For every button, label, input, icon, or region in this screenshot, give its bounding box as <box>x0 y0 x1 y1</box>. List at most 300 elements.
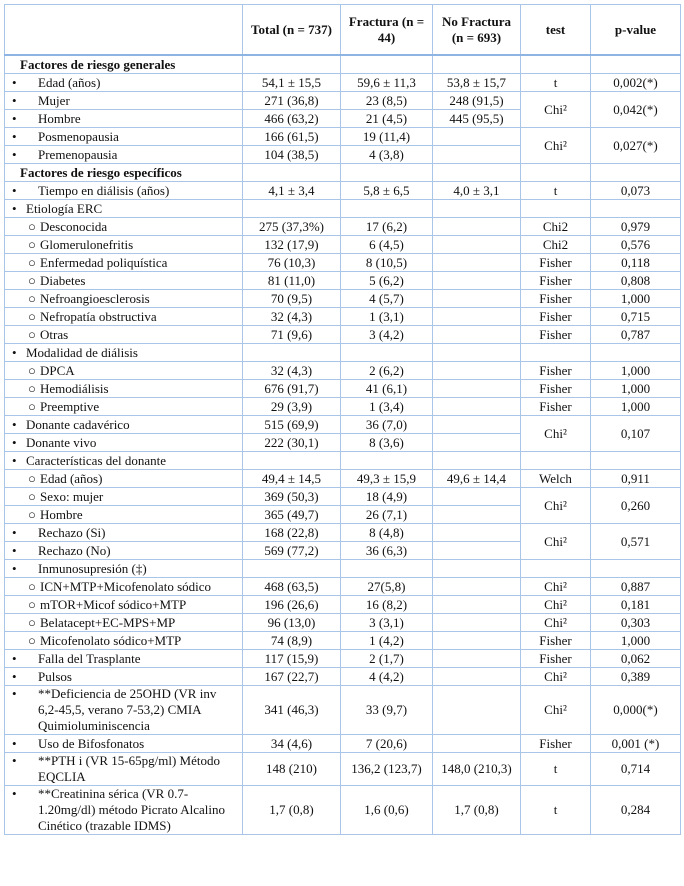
row-label <box>8 273 239 289</box>
cell-total: 4,1 ± 3,4 <box>243 182 341 200</box>
circle-bullet-icon: ○ <box>28 596 36 612</box>
circle-bullet-icon: ○ <box>28 362 36 378</box>
cell-fractura: 4 (4,2) <box>341 668 433 686</box>
header-no-fractura: No Fractura (n = 693) <box>433 5 521 56</box>
cell-total: 96 (13,0) <box>243 614 341 632</box>
cell-total: 32 (4,3) <box>243 362 341 380</box>
row-label <box>8 417 239 433</box>
row-label-text: Inmunosupresión (‡) <box>38 560 147 576</box>
cell-no-fractura <box>433 362 521 380</box>
cell-fractura: 16 (8,2) <box>341 596 433 614</box>
table-row <box>5 344 681 362</box>
cell-p: 0,303 <box>591 614 681 632</box>
header-total: Total (n = 737) <box>243 5 341 56</box>
cell-fractura: 8 (3,6) <box>341 434 433 452</box>
cell-total: 275 (37,3%) <box>243 218 341 236</box>
table-row <box>5 686 681 735</box>
cell-total: 168 (22,8) <box>243 524 341 542</box>
row-label-text: Factores de riesgo específicos <box>20 164 182 180</box>
cell-no-fractura: 148,0 (210,3) <box>433 753 521 786</box>
row-label-text: Posmenopausia <box>38 128 119 144</box>
cell-fractura: 136,2 (123,7) <box>341 753 433 786</box>
header-test: test <box>521 5 591 56</box>
row-label-text: Modalidad de diálisis <box>26 344 138 360</box>
cell-no-fractura <box>433 236 521 254</box>
row-label-text: Nefropatía obstructiva <box>40 308 157 324</box>
row-label-cell <box>5 146 243 164</box>
cell-total: 341 (46,3) <box>243 686 341 735</box>
row-label-cell <box>5 596 243 614</box>
cell-no-fractura: 53,8 ± 15,7 <box>433 74 521 92</box>
cell-test: Chi² <box>521 668 591 686</box>
row-label-text: ICN+MTP+Micofenolato sódico <box>40 578 212 594</box>
cell-total: 468 (63,5) <box>243 578 341 596</box>
header-fractura: Fractura (n = 44) <box>341 5 433 56</box>
cell-fractura: 7 (20,6) <box>341 735 433 753</box>
cell-p: 0,571 <box>591 524 681 560</box>
cell-no-fractura <box>433 164 521 182</box>
cell-fractura: 49,3 ± 15,9 <box>341 470 433 488</box>
row-label <box>8 183 239 199</box>
cell-no-fractura <box>433 578 521 596</box>
cell-p: 0,002(*) <box>591 74 681 92</box>
cell-p: 1,000 <box>591 398 681 416</box>
cell-p: 0,808 <box>591 272 681 290</box>
cell-total: 81 (11,0) <box>243 272 341 290</box>
circle-bullet-icon: ○ <box>28 272 36 288</box>
row-label <box>8 291 239 307</box>
bullet-icon: • <box>12 146 17 162</box>
cell-total: 196 (26,6) <box>243 596 341 614</box>
cell-no-fractura <box>433 452 521 470</box>
cell-no-fractura <box>433 560 521 578</box>
bullet-icon: • <box>12 110 17 126</box>
row-label <box>8 736 239 752</box>
cell-test: Chi² <box>521 686 591 735</box>
bullet-icon: • <box>12 786 17 801</box>
cell-total: 365 (49,7) <box>243 506 341 524</box>
row-label-text: Pulsos <box>38 668 72 684</box>
row-label-text: Características del donante <box>26 452 167 468</box>
cell-total <box>243 55 341 74</box>
cell-test: t <box>521 786 591 835</box>
cell-test: t <box>521 74 591 92</box>
cell-p: 0,284 <box>591 786 681 835</box>
cell-no-fractura <box>433 308 521 326</box>
row-label-text: Sexo: mujer <box>40 488 104 504</box>
row-label-text: Glomerulonefritis <box>40 236 134 252</box>
table-row <box>5 182 681 200</box>
cell-fractura: 26 (7,1) <box>341 506 433 524</box>
cell-fractura: 18 (4,9) <box>341 488 433 506</box>
table-row <box>5 668 681 686</box>
row-label <box>8 453 239 469</box>
row-label-cell <box>5 650 243 668</box>
cell-total: 54,1 ± 15,5 <box>243 74 341 92</box>
cell-p: 0,389 <box>591 668 681 686</box>
row-label <box>8 381 239 397</box>
cell-total: 34 (4,6) <box>243 735 341 753</box>
cell-no-fractura <box>433 146 521 164</box>
row-label <box>8 435 239 451</box>
cell-p: 0,787 <box>591 326 681 344</box>
circle-bullet-icon: ○ <box>28 398 36 414</box>
bullet-icon: • <box>12 735 17 751</box>
row-label-cell <box>5 506 243 524</box>
table-row <box>5 735 681 753</box>
table-row <box>5 452 681 470</box>
cell-p <box>591 55 681 74</box>
cell-fractura: 5 (6,2) <box>341 272 433 290</box>
row-label-text: Edad (años) <box>40 470 103 486</box>
cell-test: Fisher <box>521 632 591 650</box>
row-label-text: Tiempo en diálisis (años) <box>38 182 170 198</box>
row-label-text: Factores de riesgo generales <box>20 56 176 72</box>
row-label-cell <box>5 632 243 650</box>
table-row <box>5 650 681 668</box>
row-label-text: Otras <box>40 326 69 342</box>
row-label-text: Enfermedad poliquística <box>40 254 168 270</box>
row-label <box>8 579 239 595</box>
cell-fractura: 19 (11,4) <box>341 128 433 146</box>
cell-total: 222 (30,1) <box>243 434 341 452</box>
table-row <box>5 786 681 835</box>
table-row <box>5 92 681 110</box>
cell-test: t <box>521 182 591 200</box>
row-label-cell <box>5 470 243 488</box>
row-label-cell <box>5 614 243 632</box>
cell-fractura: 5,8 ± 6,5 <box>341 182 433 200</box>
row-label-cell <box>5 560 243 578</box>
bullet-icon: • <box>12 200 17 216</box>
cell-fractura: 2 (1,7) <box>341 650 433 668</box>
cell-test: Fisher <box>521 326 591 344</box>
cell-fractura: 3 (3,1) <box>341 614 433 632</box>
cell-p: 0,000(*) <box>591 686 681 735</box>
row-label-cell <box>5 272 243 290</box>
cell-test: Fisher <box>521 650 591 668</box>
cell-total: 515 (69,9) <box>243 416 341 434</box>
cell-p <box>591 200 681 218</box>
row-label-text: mTOR+Micof sódico+MTP <box>40 596 187 612</box>
table-row <box>5 524 681 542</box>
row-label-text: Belatacept+EC-MPS+MP <box>40 614 176 630</box>
circle-bullet-icon: ○ <box>28 470 36 486</box>
cell-test: Chi2 <box>521 236 591 254</box>
row-label-cell <box>5 434 243 452</box>
circle-bullet-icon: ○ <box>28 326 36 342</box>
row-label <box>8 471 239 487</box>
cell-test <box>521 55 591 74</box>
bullet-icon: • <box>12 560 17 576</box>
row-label <box>8 507 239 523</box>
row-label-cell <box>5 416 243 434</box>
cell-fractura: 33 (9,7) <box>341 686 433 735</box>
cell-test <box>521 560 591 578</box>
row-label <box>8 651 239 667</box>
cell-test <box>521 164 591 182</box>
cell-no-fractura <box>433 398 521 416</box>
cell-total: 569 (77,2) <box>243 542 341 560</box>
cell-p: 1,000 <box>591 362 681 380</box>
row-label <box>8 57 239 73</box>
cell-no-fractura: 4,0 ± 3,1 <box>433 182 521 200</box>
cell-total: 29 (3,9) <box>243 398 341 416</box>
table-header-row <box>5 5 681 56</box>
cell-no-fractura <box>433 542 521 560</box>
row-label-cell <box>5 55 243 74</box>
cell-no-fractura <box>433 344 521 362</box>
cell-no-fractura <box>433 735 521 753</box>
row-label <box>8 633 239 649</box>
cell-fractura: 41 (6,1) <box>341 380 433 398</box>
cell-test <box>521 344 591 362</box>
cell-no-fractura: 445 (95,5) <box>433 110 521 128</box>
table-row <box>5 416 681 434</box>
cell-no-fractura <box>433 380 521 398</box>
table-row <box>5 614 681 632</box>
cell-p: 0,979 <box>591 218 681 236</box>
table-row <box>5 596 681 614</box>
cell-fractura <box>341 560 433 578</box>
row-label-cell <box>5 74 243 92</box>
table-row <box>5 362 681 380</box>
cell-no-fractura <box>433 524 521 542</box>
circle-bullet-icon: ○ <box>28 506 36 522</box>
cell-no-fractura <box>433 686 521 735</box>
table-row <box>5 218 681 236</box>
cell-no-fractura: 49,6 ± 14,4 <box>433 470 521 488</box>
cell-no-fractura <box>433 218 521 236</box>
cell-fractura: 1 (3,4) <box>341 398 433 416</box>
cell-total <box>243 200 341 218</box>
row-label-cell <box>5 786 243 835</box>
table-row <box>5 398 681 416</box>
row-label-text: Hemodiálisis <box>40 380 109 396</box>
cell-fractura: 21 (4,5) <box>341 110 433 128</box>
row-label <box>8 165 239 181</box>
row-label-text: Mujer <box>38 92 70 108</box>
row-label-text: Donante vivo <box>26 434 97 450</box>
row-label <box>8 147 239 163</box>
cell-fractura: 8 (10,5) <box>341 254 433 272</box>
row-label-text: Micofenolato sódico+MTP <box>40 632 182 648</box>
cell-fractura: 4 (3,8) <box>341 146 433 164</box>
row-label-text: Desconocida <box>40 218 108 234</box>
row-label-cell <box>5 200 243 218</box>
row-label <box>8 255 239 271</box>
cell-no-fractura: 1,7 (0,8) <box>433 786 521 835</box>
row-label-text: Premenopausia <box>38 146 118 162</box>
table-row <box>5 326 681 344</box>
row-label-text: Edad (años) <box>38 74 101 90</box>
cell-total: 71 (9,6) <box>243 326 341 344</box>
cell-no-fractura <box>433 488 521 506</box>
circle-bullet-icon: ○ <box>28 290 36 306</box>
cell-fractura: 1,6 (0,6) <box>341 786 433 835</box>
row-label-cell <box>5 92 243 110</box>
cell-total: 369 (50,3) <box>243 488 341 506</box>
table-row <box>5 470 681 488</box>
table-row <box>5 254 681 272</box>
bullet-icon: • <box>12 128 17 144</box>
row-label <box>8 345 239 361</box>
header-label <box>5 5 243 56</box>
row-label-cell <box>5 488 243 506</box>
bullet-icon: • <box>12 452 17 468</box>
cell-test: Fisher <box>521 272 591 290</box>
cell-p: 1,000 <box>591 290 681 308</box>
cell-p: 1,000 <box>591 380 681 398</box>
bullet-icon: • <box>12 74 17 90</box>
cell-p <box>591 452 681 470</box>
circle-bullet-icon: ○ <box>28 308 36 324</box>
cell-p: 0,118 <box>591 254 681 272</box>
cell-p: 0,181 <box>591 596 681 614</box>
table-row <box>5 74 681 92</box>
cell-total: 676 (91,7) <box>243 380 341 398</box>
cell-p <box>591 164 681 182</box>
cell-no-fractura <box>433 650 521 668</box>
cell-p <box>591 344 681 362</box>
cell-total: 148 (210) <box>243 753 341 786</box>
cell-test: Fisher <box>521 735 591 753</box>
cell-total: 117 (15,9) <box>243 650 341 668</box>
cell-test: Chi² <box>521 614 591 632</box>
row-label <box>8 686 239 734</box>
row-label-text: Rechazo (Si) <box>38 524 106 540</box>
row-label-text: Falla del Trasplante <box>38 650 141 666</box>
cell-no-fractura <box>433 632 521 650</box>
cell-test: Chi² <box>521 488 591 524</box>
cell-test: Chi² <box>521 416 591 452</box>
row-label <box>8 786 239 834</box>
row-label-text: **Deficiencia de 25OHD (VR inv 6,2-45,5, verano 7-53,2) CMIA Quimioluminiscencia <box>38 686 217 733</box>
cell-total: 104 (38,5) <box>243 146 341 164</box>
section-row <box>5 164 681 182</box>
row-label <box>8 327 239 343</box>
bullet-icon: • <box>12 524 17 540</box>
row-label-text: Preemptive <box>40 398 100 414</box>
cell-no-fractura <box>433 55 521 74</box>
row-label-cell <box>5 668 243 686</box>
cell-fractura: 36 (7,0) <box>341 416 433 434</box>
row-label-text: Hombre <box>40 506 83 522</box>
section-row <box>5 55 681 74</box>
cell-test: Welch <box>521 470 591 488</box>
row-label-cell <box>5 308 243 326</box>
row-label <box>8 201 239 217</box>
cell-test: Chi2 <box>521 218 591 236</box>
row-label-cell <box>5 254 243 272</box>
cell-fractura: 1 (4,2) <box>341 632 433 650</box>
row-label <box>8 219 239 235</box>
row-label-cell <box>5 380 243 398</box>
row-label-cell <box>5 218 243 236</box>
cell-no-fractura <box>433 416 521 434</box>
cell-total: 32 (4,3) <box>243 308 341 326</box>
row-label <box>8 561 239 577</box>
cell-p: 0,911 <box>591 470 681 488</box>
row-label <box>8 237 239 253</box>
cell-total: 74 (8,9) <box>243 632 341 650</box>
row-label <box>8 399 239 415</box>
row-label-cell <box>5 290 243 308</box>
row-label-text: Diabetes <box>40 272 86 288</box>
header-p-value: p-value <box>591 5 681 56</box>
table-row <box>5 560 681 578</box>
row-label-text: **PTH i (VR 15-65pg/ml) Método EQCLIA <box>38 753 220 784</box>
cell-p: 0,027(*) <box>591 128 681 164</box>
cell-total: 132 (17,9) <box>243 236 341 254</box>
row-label <box>8 753 239 785</box>
circle-bullet-icon: ○ <box>28 218 36 234</box>
cell-p: 0,042(*) <box>591 92 681 128</box>
cell-fractura: 6 (4,5) <box>341 236 433 254</box>
risk-factors-table <box>4 4 681 835</box>
cell-test: Fisher <box>521 398 591 416</box>
cell-no-fractura <box>433 200 521 218</box>
table-row <box>5 488 681 506</box>
table-row <box>5 380 681 398</box>
cell-test: Chi² <box>521 578 591 596</box>
table-row <box>5 200 681 218</box>
cell-test <box>521 200 591 218</box>
cell-p: 0,107 <box>591 416 681 452</box>
cell-p: 0,001 (*) <box>591 735 681 753</box>
cell-test: t <box>521 753 591 786</box>
cell-total <box>243 560 341 578</box>
cell-p: 0,576 <box>591 236 681 254</box>
cell-fractura <box>341 452 433 470</box>
cell-test: Fisher <box>521 362 591 380</box>
cell-test: Chi² <box>521 596 591 614</box>
cell-test: Chi² <box>521 524 591 560</box>
circle-bullet-icon: ○ <box>28 236 36 252</box>
table-row <box>5 578 681 596</box>
row-label-cell <box>5 578 243 596</box>
cell-fractura: 1 (3,1) <box>341 308 433 326</box>
cell-fractura: 2 (6,2) <box>341 362 433 380</box>
row-label-cell <box>5 128 243 146</box>
cell-p: 0,073 <box>591 182 681 200</box>
row-label-cell <box>5 542 243 560</box>
cell-test: Fisher <box>521 380 591 398</box>
cell-no-fractura <box>433 668 521 686</box>
cell-fractura <box>341 55 433 74</box>
row-label <box>8 93 239 109</box>
cell-p: 0,260 <box>591 488 681 524</box>
cell-test: Fisher <box>521 290 591 308</box>
row-label <box>8 669 239 685</box>
row-label-cell <box>5 182 243 200</box>
cell-test: Chi² <box>521 92 591 128</box>
circle-bullet-icon: ○ <box>28 632 36 648</box>
row-label-text: DPCA <box>40 362 75 378</box>
row-label-cell <box>5 524 243 542</box>
cell-total: 70 (9,5) <box>243 290 341 308</box>
cell-total: 49,4 ± 14,5 <box>243 470 341 488</box>
row-label-text: Etiología ERC <box>26 200 103 216</box>
cell-no-fractura <box>433 596 521 614</box>
row-label-cell <box>5 735 243 753</box>
cell-test: Fisher <box>521 254 591 272</box>
row-label-cell <box>5 362 243 380</box>
circle-bullet-icon: ○ <box>28 614 36 630</box>
bullet-icon: • <box>12 434 17 450</box>
table-row <box>5 632 681 650</box>
cell-fractura: 27(5,8) <box>341 578 433 596</box>
